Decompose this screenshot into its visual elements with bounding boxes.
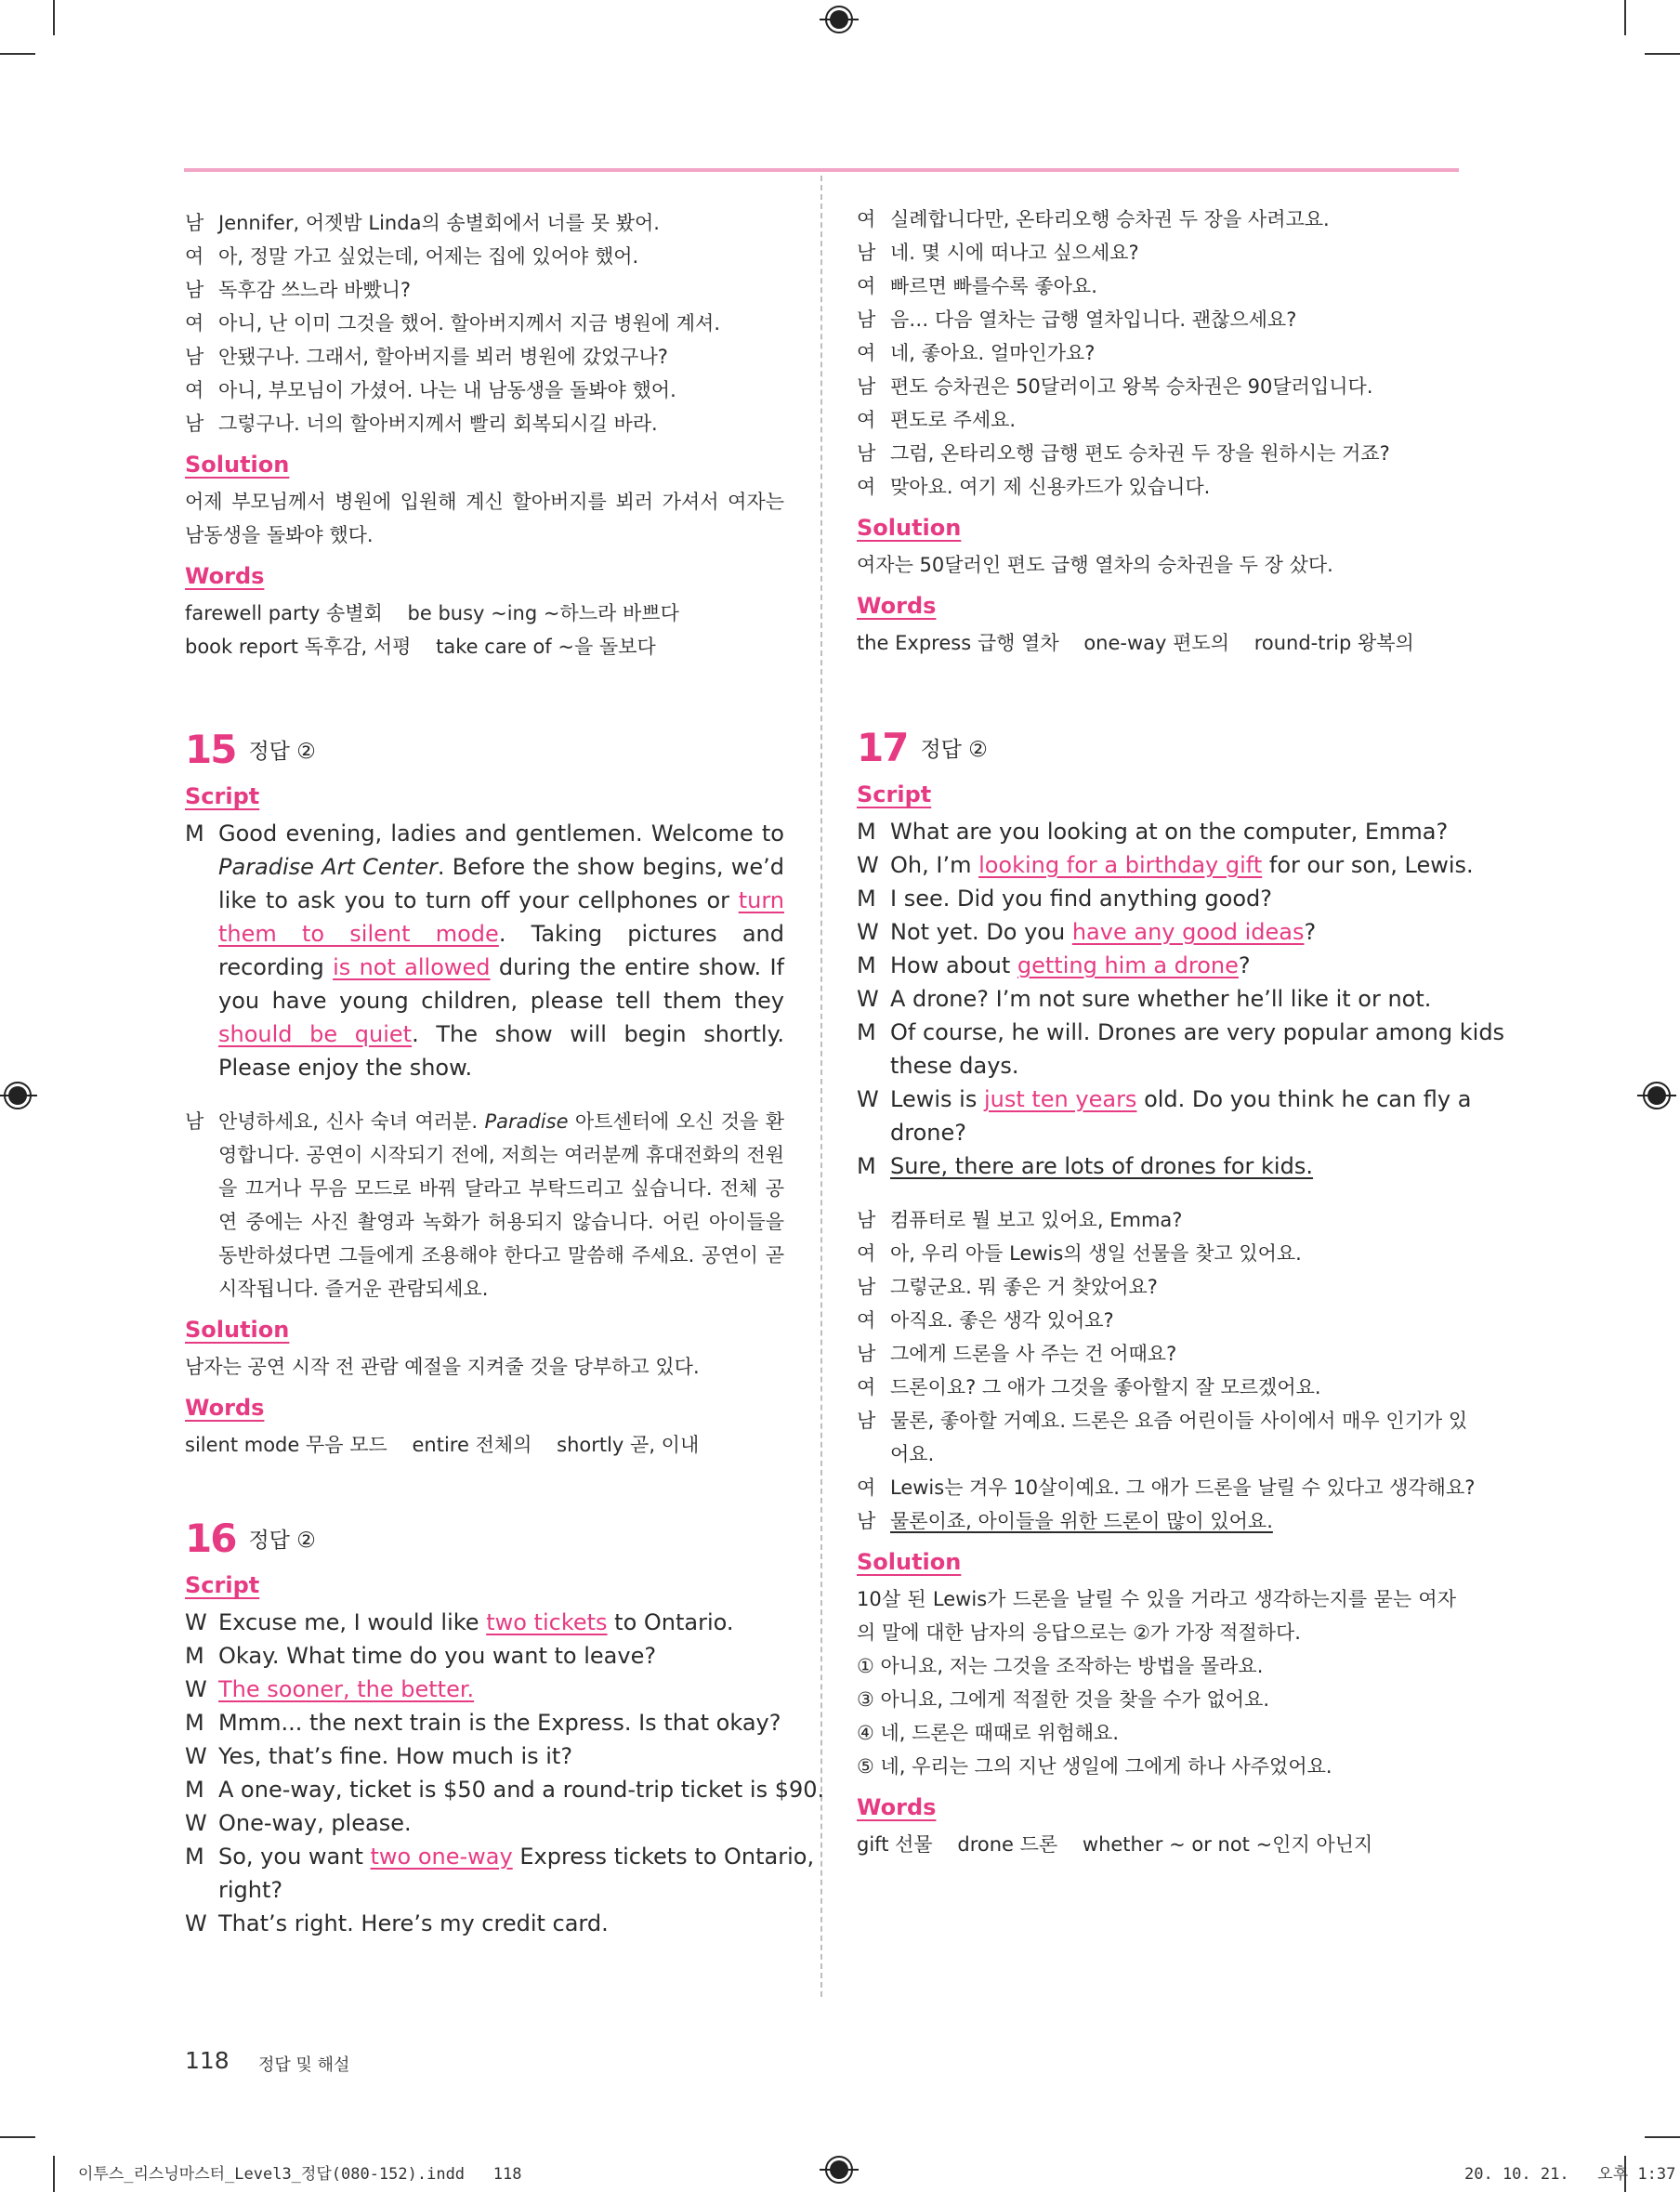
dialogue-line <box>185 240 784 273</box>
words-heading: Words <box>185 1395 265 1421</box>
dialogue-text: 드론이요? 그 애가 그것을 좋아할지 잘 모르겠어요. <box>890 1376 1321 1398</box>
dialogue-text: 안됐구나. 그래서, 할아버지를 뵈러 병원에 갔었구나? <box>218 346 668 368</box>
dialogue-text: 네. 몇 시에 떠나고 싶으세요? <box>890 242 1139 264</box>
speaker-label: M <box>857 1019 876 1045</box>
dialogue-line <box>185 374 784 407</box>
dialogue-line <box>185 273 784 307</box>
script-line <box>857 815 1456 848</box>
script-line <box>185 1873 784 1907</box>
dialogue-line <box>857 1471 1476 1504</box>
speaker-label: W <box>857 919 879 945</box>
speaker-label: 남 <box>857 1510 876 1532</box>
speaker-label: M <box>857 886 876 912</box>
page-number: 118 <box>185 2047 230 2074</box>
dialogue-line <box>857 236 1456 269</box>
crop-mark <box>0 2136 35 2138</box>
script-text: A drone? I’m not sure whether he’ll like it or not. <box>890 986 1432 1012</box>
blank-answer: just ten years <box>983 1086 1137 1112</box>
speaker-label: 여 <box>857 1309 876 1332</box>
dialogue-line <box>185 307 784 340</box>
dialogue-line <box>857 403 1456 437</box>
option-item: ① 아니요, 저는 그것을 조작하는 방법을 몰라요. <box>857 1655 1264 1677</box>
blank-answer: looking for a birthday gift <box>978 852 1263 878</box>
registration-mark-icon <box>1643 1082 1671 1109</box>
blank-answer: is not allowed <box>333 954 491 980</box>
speaker-label: 여 <box>857 208 876 230</box>
script-line <box>185 1773 825 1806</box>
question-number: 17 <box>857 725 908 770</box>
words-heading: Words <box>857 593 937 619</box>
script-line <box>857 1116 1456 1149</box>
dialogue-line <box>185 340 784 374</box>
script-text: Good evening, ladies and gentlemen. Welcome to Paradise Art Center. Before the show begins, we’d like to ask you to turn off your cellphones or turn them to silent mode. Taking pictures and recording is not allowed during the entire show. If you have young children, please tell them they should be quiet. The show will begin shortly. Please enjoy the show. <box>218 820 784 1081</box>
speaker-label: 여 <box>857 476 876 498</box>
translation-text: 안녕하세요, 신사 숙녀 여러분. Paradise 아트센터에 오신 것을 환영합니다. 공연이 시작되기 전에, 저희는 여러분께 휴대전화의 전원을 끄거나 무음 모드로 바꿔 달라고 부탁드리고 싶습니다. 전체 공연 중에는 사진 촬영과 녹화가 허용되지 않습니다. 어린 아이들을 동반하셨다면 그들에게 조용해야 한다고 말씀해 주세요. 공연이 곧 시작됩니다. 즐거운 관람되세요. <box>218 1110 785 1300</box>
question-16-header <box>185 1516 784 1561</box>
script-text: I see. Did you find anything good? <box>890 886 1272 912</box>
dialogue-text: 아직요. 좋은 생각 있어요? <box>890 1309 1114 1332</box>
blank-answer: getting him a drone <box>1017 952 1239 978</box>
dialogue-line <box>857 303 1456 336</box>
dialogue-line <box>857 1437 1456 1471</box>
speaker-label: 남 <box>185 413 204 435</box>
speaker-label: W <box>857 852 879 878</box>
q17-translation <box>857 1203 1476 1504</box>
answer-translation: 물론이죠, 아이들을 위한 드론이 많이 있어요. <box>890 1510 1273 1532</box>
script-line <box>857 1149 1456 1183</box>
script-text: Of course, he will. Drones are very popular among kids <box>890 1019 1505 1045</box>
words-heading: Words <box>857 1794 937 1820</box>
dialogue-line <box>857 1203 1456 1237</box>
dialogue-text: 아니, 부모님이 가셨어. 나는 내 남동생을 돌봐야 했어. <box>218 379 676 401</box>
dialogue-line <box>857 1371 1456 1404</box>
registration-mark-icon <box>4 1082 32 1109</box>
blank-answer: two one-way <box>370 1844 513 1870</box>
speaker-label: W <box>857 986 879 1012</box>
speaker-label: 남 <box>857 308 876 331</box>
script-heading: Script <box>857 781 932 807</box>
blank-answer: two tickets <box>486 1609 608 1635</box>
dialogue-text: 그렇군요. 뭐 좋은 거 찾았어요? <box>890 1276 1158 1298</box>
speaker-label: 여 <box>857 275 876 297</box>
solution-heading: Solution <box>857 1549 962 1575</box>
speaker-label: M <box>185 1844 204 1870</box>
script-text: Okay. What time do you want to leave? <box>218 1643 657 1669</box>
speaker-label: 남 <box>185 212 204 234</box>
speaker-label: M <box>185 1643 204 1669</box>
crop-mark <box>0 53 35 55</box>
option-item: ③ 아니요, 그에게 적절한 것을 찾을 수가 없어요. <box>857 1688 1270 1711</box>
translation-paragraph <box>185 1105 784 1306</box>
script-line <box>857 882 1456 915</box>
dialogue-text: 아니, 난 이미 그것을 했어. 할아버지께서 지금 병원에 계셔. <box>218 312 721 335</box>
dialogue-text: 음… 다음 열차는 급행 열차입니다. 괜찮으세요? <box>890 308 1297 331</box>
left-top-dialogue <box>185 206 784 440</box>
blank-answer: The sooner, the better. <box>218 1676 475 1702</box>
question-15-header <box>185 727 784 772</box>
timestamp-slug: 20. 10. 21. 오후 1:37 <box>1464 2165 1676 2184</box>
speaker-label: 여 <box>857 409 876 431</box>
script-line <box>857 915 1456 949</box>
dialogue-text: 편도 승차권은 50달러이고 왕복 승차권은 90달러입니다. <box>890 375 1373 398</box>
answer-label: 정답 ② <box>920 738 988 762</box>
speaker-label: 여 <box>857 1242 876 1265</box>
script-line <box>185 1806 784 1840</box>
registration-mark-icon <box>825 2156 853 2184</box>
speaker-label: M <box>857 819 876 845</box>
speaker-label: 여 <box>185 312 204 335</box>
dialogue-text: 빠르면 빠를수록 좋아요. <box>890 275 1097 297</box>
solution-heading: Solution <box>857 515 962 541</box>
dialogue-text: 독후감 쓰느라 바빴니? <box>218 279 412 301</box>
dialogue-text: 물론, 좋아할 거예요. 드론은 요즘 어린이들 사이에서 매우 인기가 있 <box>890 1410 1468 1432</box>
dialogue-text: 네, 좋아요. 얼마인가요? <box>890 342 1096 364</box>
words-line: the Express 급행 열차 one-way 편도의 round-trip 왕복의 <box>857 632 1414 654</box>
dialogue-line <box>857 269 1456 303</box>
solution-text: 여자는 50달러인 편도 급행 열차의 승차권을 두 장 샀다. <box>857 554 1333 576</box>
script-line <box>185 1673 784 1706</box>
solution-text: 남자는 공연 시작 전 관람 예절을 지켜줄 것을 당부하고 있다. <box>185 1356 700 1378</box>
words-line: silent mode 무음 모드 entire 전체의 shortly 곧, 이내 <box>185 1434 700 1456</box>
answer-line: Sure, there are lots of drones for kids. <box>890 1153 1313 1179</box>
crop-mark <box>53 0 55 35</box>
speaker-label: 여 <box>857 1477 876 1499</box>
dialogue-text: 맞아요. 여기 제 신용카드가 있습니다. <box>890 476 1211 498</box>
answer-label: 정답 ② <box>248 740 316 764</box>
dialogue-line <box>857 1270 1456 1304</box>
dialogue-text: 실례합니다만, 온타리오행 승차권 두 장을 사려고요. <box>890 208 1330 230</box>
script-line <box>185 1739 784 1773</box>
speaker-label: M <box>185 820 204 847</box>
script-text: these days. <box>890 1053 1019 1079</box>
blank-answer: should be quiet <box>218 1021 413 1047</box>
speaker-label: W <box>857 1086 879 1112</box>
script-line <box>185 1840 815 1873</box>
speaker-label: 여 <box>857 1376 876 1398</box>
dialogue-text: Lewis는 겨우 10살이예요. 그 애가 드론을 날릴 수 있다고 생각해요? <box>890 1477 1476 1499</box>
right-top-dialogue <box>857 203 1456 504</box>
dialogue-line <box>857 1337 1456 1371</box>
speaker-label: M <box>857 952 876 978</box>
solution-heading: Solution <box>185 1317 290 1343</box>
script-text: drone? <box>890 1120 966 1146</box>
speaker-label: 여 <box>185 379 204 401</box>
speaker-label: 남 <box>185 346 204 368</box>
solution-text: 10살 된 Lewis가 드론을 날릴 수 있을 거라고 생각하는지를 묻는 여자의 말에 대한 남자의 응답으로는 ②가 가장 적절하다. <box>857 1588 1456 1644</box>
dialogue-text: 그에게 드론을 사 주는 건 어때요? <box>890 1343 1177 1365</box>
file-slug: 이투스_리스닝마스터_Level3_정답(080-152).indd 118 <box>78 2165 522 2184</box>
speaker-label: 남 <box>857 375 876 398</box>
crop-mark <box>53 2156 55 2192</box>
answer-label: 정답 ② <box>248 1529 316 1553</box>
speaker-label: W <box>185 1676 207 1702</box>
dialogue-text: 컴퓨터로 뭘 보고 있어요, Emma? <box>890 1209 1183 1231</box>
dialogue-line <box>185 407 784 440</box>
solution-text: 어제 부모님께서 병원에 입원해 계신 할아버지를 뵈러 가셔서 여자는 남동생을 돌봐야 했다. <box>185 491 784 546</box>
script-text: Mmm... the next train is the Express. Is that okay? <box>218 1710 781 1736</box>
script-line <box>185 1606 784 1639</box>
speaker-label: 남 <box>857 1410 876 1432</box>
speaker-label: 남 <box>857 242 876 264</box>
script-text: Lewis is just ten years old. Do you think he can fly a <box>890 1086 1472 1112</box>
question-number: 15 <box>185 727 236 772</box>
words-line: book report 독후감, 서평 take care of ~을 돌보다 <box>185 636 656 658</box>
script-text: Not yet. Do you have any good ideas? <box>890 919 1317 945</box>
dialogue-line <box>857 1237 1456 1270</box>
script-text: Yes, that’s fine. How much is it? <box>218 1743 573 1769</box>
header-rule <box>184 168 1459 172</box>
words-heading: Words <box>185 563 265 589</box>
script-text: That’s right. Here’s my credit card. <box>218 1910 609 1936</box>
script-line <box>857 848 1474 882</box>
dialogue-line <box>857 370 1456 403</box>
speaker-label: M <box>857 1153 876 1179</box>
words-line: gift 선물 drone 드론 whether ~ or not ~인지 아닌지 <box>857 1833 1373 1856</box>
script-line <box>857 1049 1456 1083</box>
speaker-label: 남 <box>857 442 876 465</box>
dialogue-text: 그렇구나. 너의 할아버지께서 빨리 회복되시길 바라. <box>218 413 658 435</box>
dialogue-text: 아, 우리 아들 Lewis의 생일 선물을 찾고 있어요. <box>890 1242 1302 1265</box>
option-item: ⑤ 네, 우리는 그의 지난 생일에 그에게 하나 사주었어요. <box>857 1755 1332 1778</box>
script-line <box>857 1016 1505 1049</box>
script-text: Excuse me, I would like two tickets to Ontario. <box>218 1609 734 1635</box>
script-text: One-way, please. <box>218 1810 412 1836</box>
speaker-label: W <box>185 1810 207 1836</box>
speaker-label: 남 <box>857 1343 876 1365</box>
crop-mark <box>1645 2136 1680 2138</box>
script-heading: Script <box>185 1572 260 1598</box>
script-line <box>857 982 1456 1016</box>
speaker-label: W <box>185 1743 207 1769</box>
speaker-label: 남 <box>857 1209 876 1231</box>
dialogue-line <box>857 437 1456 470</box>
speaker-label: 남 <box>185 1110 204 1133</box>
script-text <box>218 1673 784 1706</box>
solution-heading: Solution <box>185 452 290 478</box>
words-line: farewell party 송별회 be busy ~ing ~하느라 바쁘다 <box>185 602 679 624</box>
script-text: right? <box>218 1877 283 1903</box>
dialogue-line <box>857 1304 1456 1337</box>
script-line <box>857 1083 1472 1116</box>
section-label: 정답 및 해설 <box>258 2055 350 2075</box>
script-text: A one-way, ticket is $50 and a round-trip ticket is $90. <box>218 1777 825 1803</box>
speaker-label: M <box>185 1710 204 1736</box>
right-column <box>857 203 1505 1861</box>
option-item: ④ 네, 드론은 때때로 위험해요. <box>857 1722 1120 1744</box>
script-paragraph <box>185 817 784 1084</box>
question-17-header <box>857 725 1456 770</box>
blank-answer: have any good ideas <box>1071 919 1305 945</box>
dialogue-line <box>857 336 1456 370</box>
speaker-label: 여 <box>857 342 876 364</box>
dialogue-line <box>857 203 1456 236</box>
blank-answer: turn them to silent mode <box>218 887 784 947</box>
crop-mark <box>1645 53 1680 55</box>
speaker-label: M <box>185 1777 204 1803</box>
script-text: How about getting him a drone? <box>890 952 1251 978</box>
script-line <box>857 949 1456 982</box>
translation-line <box>857 1504 1456 1538</box>
question-number: 16 <box>185 1516 236 1561</box>
script-text: What are you looking at on the computer, Emma? <box>890 819 1449 845</box>
speaker-label: W <box>185 1910 207 1936</box>
script-line <box>185 1907 784 1940</box>
dialogue-text: 편도로 주세요. <box>890 409 1017 431</box>
q17-script <box>857 815 1505 1149</box>
registration-mark-icon <box>825 6 853 33</box>
dialogue-text: Jennifer, 어젯밤 Linda의 송별회에서 너를 못 봤어. <box>218 212 660 234</box>
script-line <box>185 1639 784 1673</box>
column-divider <box>820 176 822 1997</box>
dialogue-text: 어요. <box>890 1443 935 1465</box>
speaker-label: W <box>185 1609 207 1635</box>
speaker-label: 여 <box>185 245 204 268</box>
dialogue-line <box>857 470 1456 504</box>
left-column <box>185 206 825 1940</box>
q16-script <box>185 1606 825 1940</box>
script-heading: Script <box>185 783 260 809</box>
dialogue-line <box>185 206 784 240</box>
speaker-label: 남 <box>185 279 204 301</box>
dialogue-line <box>857 1404 1468 1437</box>
script-text: So, you want two one-way Express tickets to Ontario, <box>218 1844 815 1870</box>
dialogue-text: 아, 정말 가고 싶었는데, 어제는 집에 있어야 했어. <box>218 245 639 268</box>
crop-mark <box>1624 0 1626 35</box>
speaker-label: 남 <box>857 1276 876 1298</box>
script-text: Oh, I’m looking for a birthday gift for our son, Lewis. <box>890 852 1474 878</box>
solution-options <box>857 1649 1456 1783</box>
dialogue-text: 그럼, 온타리오행 급행 편도 승차권 두 장을 원하시는 거죠? <box>890 442 1390 465</box>
script-line <box>185 1706 784 1739</box>
